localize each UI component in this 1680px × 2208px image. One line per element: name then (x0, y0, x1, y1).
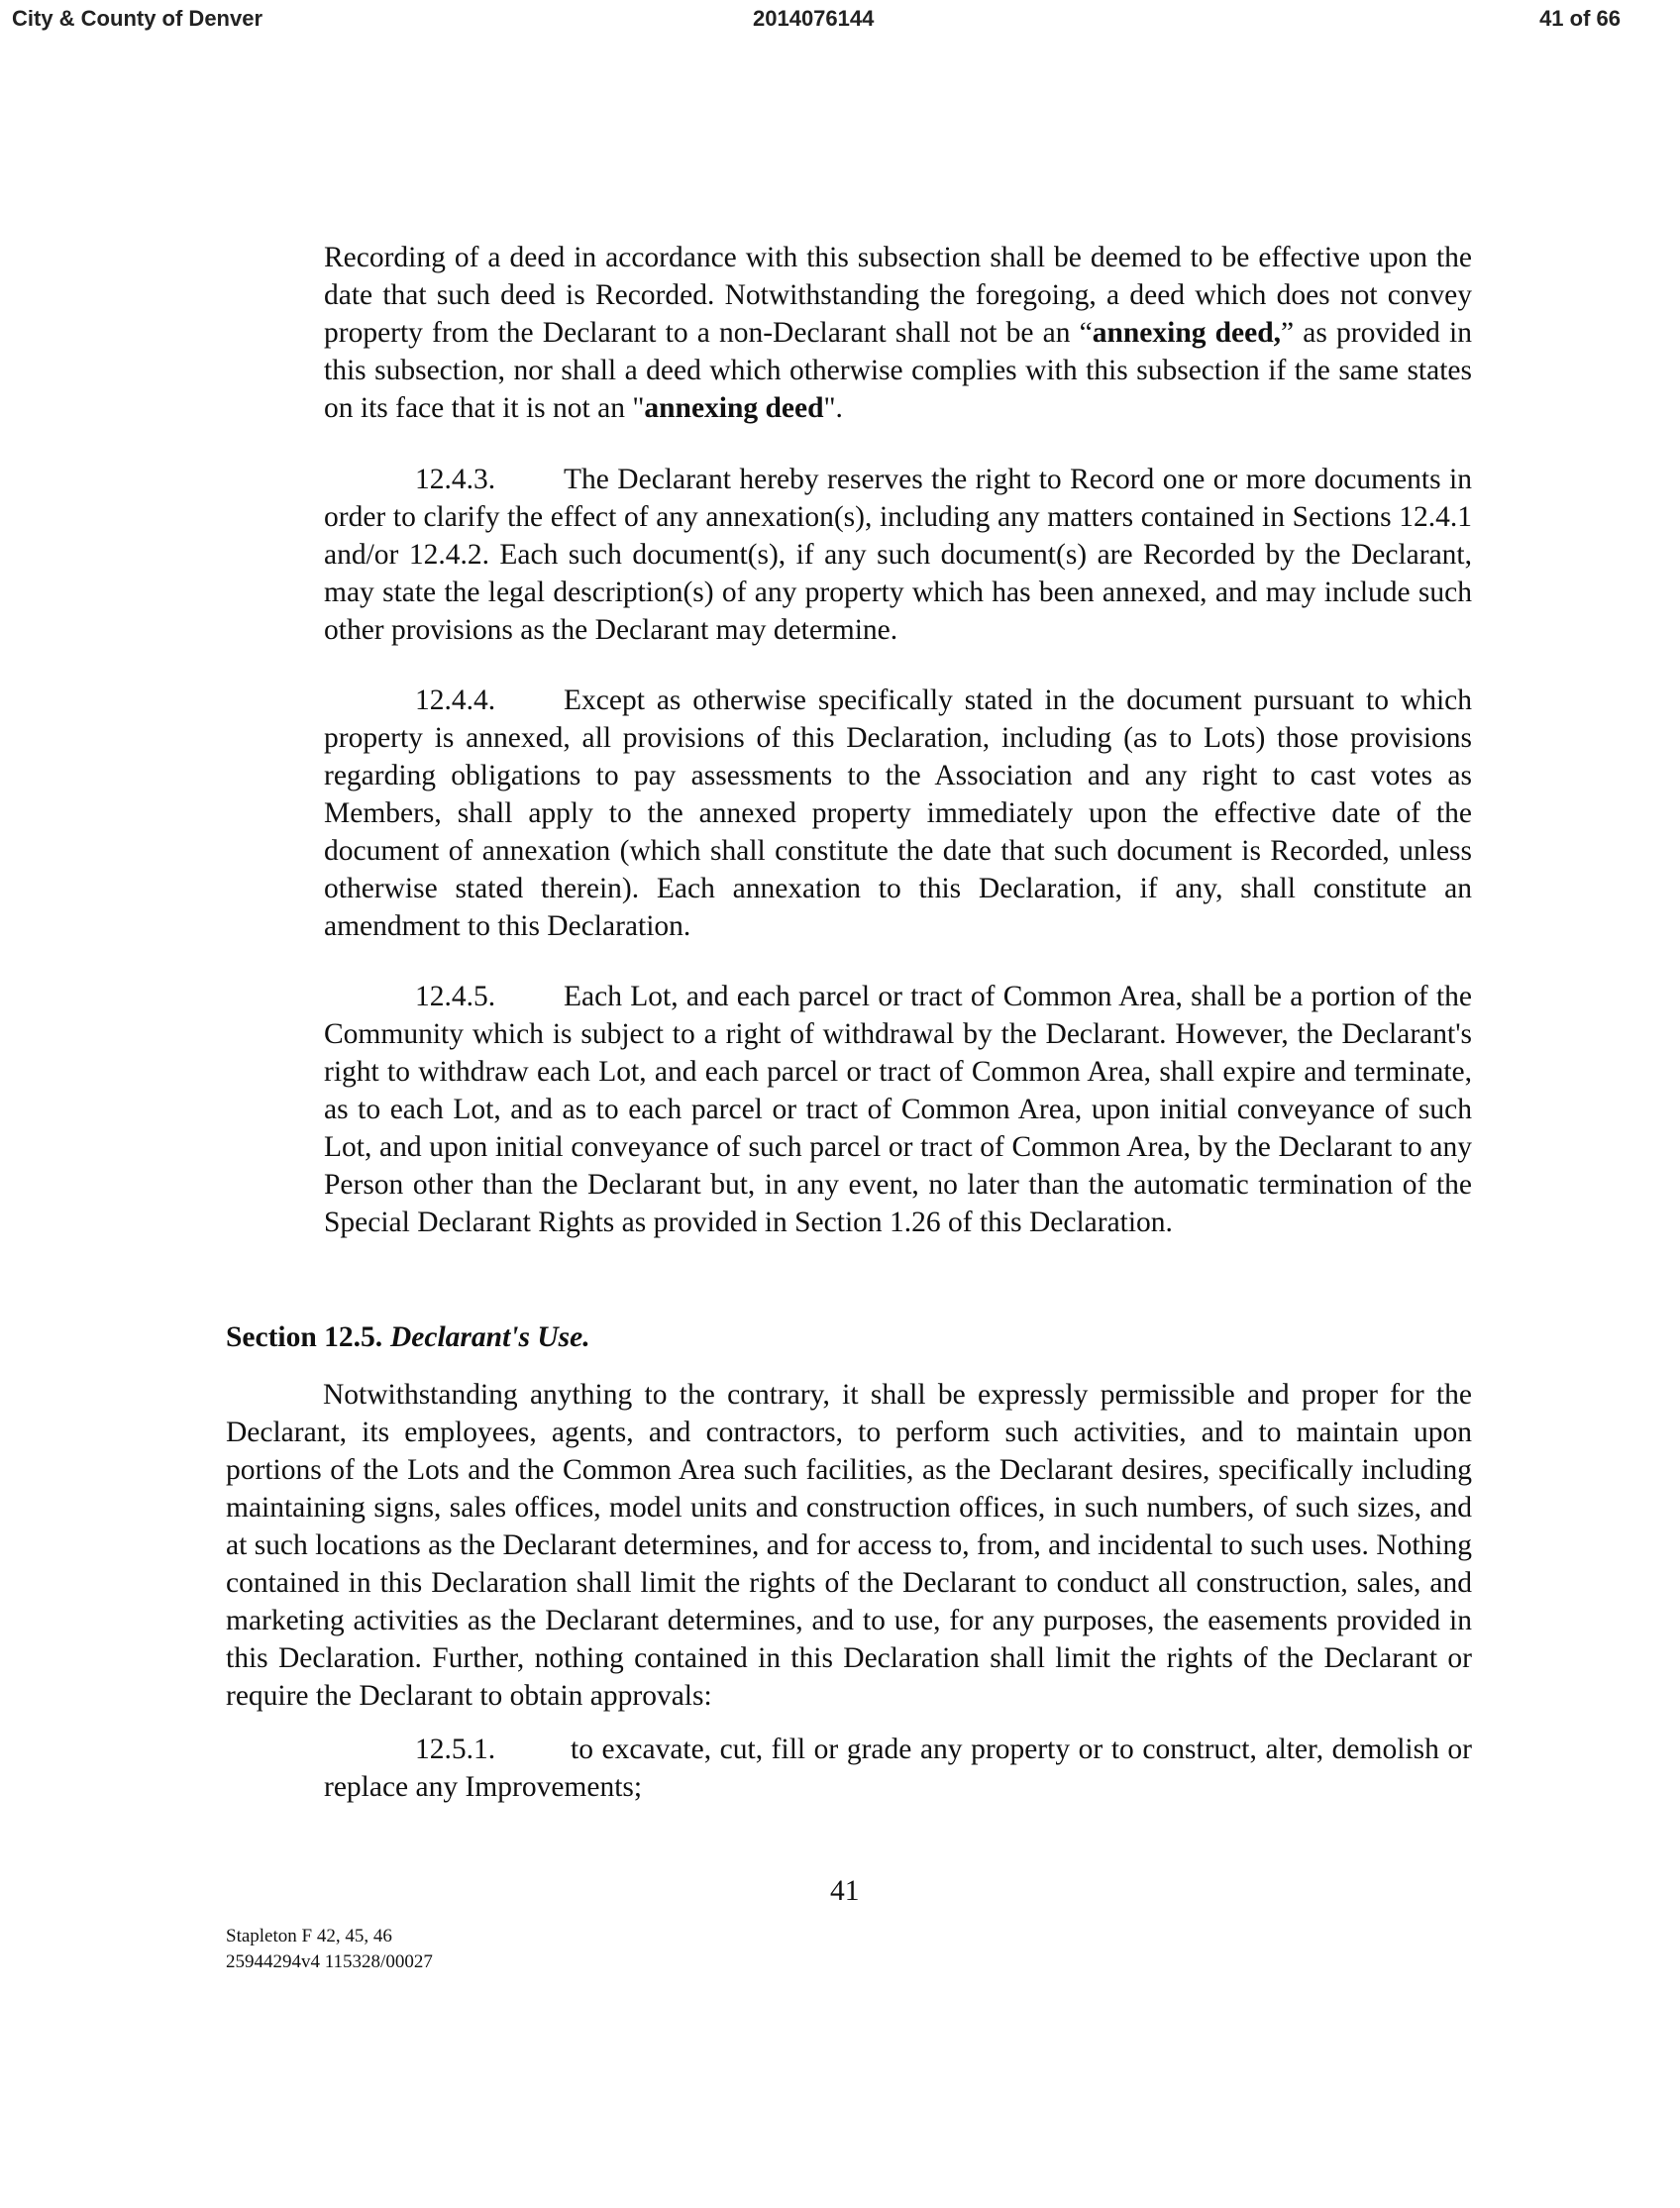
subitem-text: to excavate, cut, fill or grade any property or to construct, alter, demolish or replace any Improvements; (324, 1734, 1472, 1803)
header-county: City & County of Denver (12, 6, 263, 31)
page-number: 41 (830, 1875, 860, 1907)
section-12-4-4 (324, 682, 1472, 945)
header-page-count: 41 of 66 (1539, 6, 1621, 31)
header-reception-number: 2014076144 (753, 6, 875, 31)
term-annexing-deed-1: annexing deed, (1092, 317, 1282, 349)
section-number: 12.4.3. (415, 464, 496, 495)
subitem-number: 12.5.1. (415, 1734, 496, 1765)
section-number: 12.4.4. (415, 684, 496, 716)
subitem-12-5-1 (324, 1731, 1472, 1806)
section-number: 12.4.5. (415, 981, 496, 1012)
section-text: Except as otherwise specifically stated in the document pursuant to which property is annexed, all provisions of this Declaration, including (as to Lots) those provisions regarding obligations to pay assessments to the Association and any right to cast votes as Members, shall apply to the annexed property immediately upon the effective date of the document of annexation (which shall constitute the date that such document is Recorded, unless otherwise stated therein). Each annexation to this Declaration, if any, shall constitute an amendment to this Declaration. (324, 684, 1472, 942)
section-12-4-5 (324, 978, 1472, 1241)
continuation-text-2: ” as provided in this subsection, nor shall a deed which otherwise complies with this subsection if the same states on its face that it is not an " (324, 317, 1472, 424)
section-text: Each Lot, and each parcel or tract of Common Area, shall be a portion of the Community which is subject to a right of withdrawal by the Declarant. However, the Declarant's right to withdraw each Lot, and each parcel or tract of Common Area, shall expire and terminate, as to each Lot, and as to each parcel or tract of Common Area, upon initial conveyance of such Lot, and upon initial conveyance of such parcel or tract of Common Area, by the Declarant to any Person other than the Declarant but, in any event, no later than the automatic termination of the Special Declarant Rights as provided in Section 1.26 of this Declaration. (324, 981, 1472, 1238)
section-12-4-3 (324, 461, 1472, 649)
footer-document-id: 25944294v4 115328/00027 (226, 1951, 433, 1972)
footer-project: Stapleton F 42, 45, 46 (226, 1926, 392, 1946)
section-text: The Declarant hereby reserves the right to Record one or more documents in order to clarify the effect of any annexation(s), including any matters contained in Sections 12.4.1 and/or 12.4.2. Each such document(s), if any such document(s) are Recorded by the Declarant, may state the legal description(s) of any property which has been annexed, and may include such other provisions as the Declarant may determine. (324, 464, 1472, 646)
continuation-paragraph (324, 239, 1472, 427)
continuation-text-1: Recording of a deed in accordance with this subsection shall be deemed to be effective upon the date that such deed is Recorded. Notwithstanding the foregoing, a deed which does not convey property from the Declarant to a non-Declarant shall not be an “ (324, 242, 1472, 349)
section-body: Notwithstanding anything to the contrary, it shall be expressly permissible and proper for the Declarant, its employees, agents, and contractors, to perform such activities, and to maintain upon portions of the Lots and the Common Area such facilities, as the Declarant desires, specifically including maintaining signs, sales offices, model units and construction offices, in such numbers, of such sizes, and at such locations as the Declarant determines, and for access to, from, and incidental to such uses. Nothing contained in this Declaration shall limit the rights of the Declarant to conduct all construction, sales, and marketing activities as the Declarant determines, and to use, for any purposes, the easements provided in this Declaration. Further, nothing contained in this Declaration shall limit the rights of the Declarant or require the Declarant to obtain approvals: (226, 1379, 1472, 1712)
section-heading (226, 1318, 590, 1356)
section-heading-title: Declarant's Use. (390, 1321, 590, 1353)
continuation-text-3: ". (823, 392, 843, 424)
term-annexing-deed-2: annexing deed (644, 392, 824, 424)
section-heading-number: Section 12.5. (226, 1321, 383, 1353)
